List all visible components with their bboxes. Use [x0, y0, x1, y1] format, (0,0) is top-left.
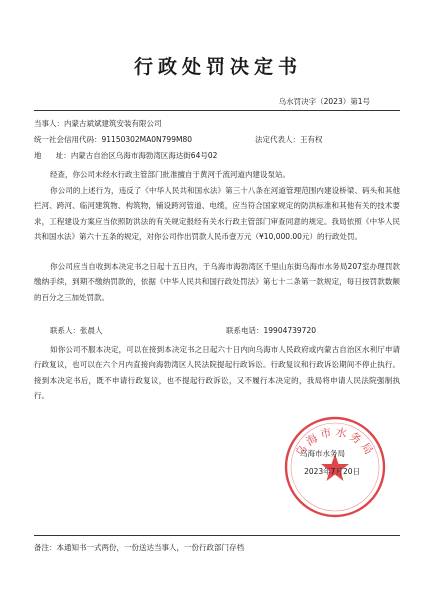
party-name-row	[34, 118, 162, 129]
legal-rep-row	[255, 134, 323, 145]
svg-text:乌海市水务局: 乌海市水务局	[293, 425, 377, 460]
signature-date: 2023年7月20日	[304, 467, 360, 476]
contact-phone-row	[226, 325, 316, 336]
violation-paragraph	[34, 183, 400, 244]
header-divider	[34, 110, 400, 111]
contact-phone: 19904739720	[263, 326, 316, 335]
address-row	[34, 150, 217, 161]
party-name: 内蒙古斌斌建筑安装有限公司	[64, 119, 162, 128]
legal-rep: 王有权	[300, 135, 323, 144]
legal-rep-label: 法定代表人：	[255, 135, 300, 144]
document-number: 乌水罚决字（2023）第1号	[278, 97, 370, 106]
address-label: 地 址：	[34, 151, 71, 160]
footer-divider	[34, 535, 400, 536]
appeal-paragraph	[34, 342, 400, 403]
contact-person-label: 联系人：	[50, 326, 80, 335]
finding-text: 经查，你公司未经水行政主管部门批准擅自于黄河千流河道内建设泵站。	[50, 170, 290, 179]
violation-text: 你公司的上述行为，违反了《中华人民共和国水法》第三十八条在河道管理范围内建设桥梁、码头和其他拦河、跨河、临河建筑物、构筑物，铺设跨河管道、电缆，应当符合国家规定的防洪标准和其他有关的技术要求，工程建设方案应当依照防洪法的有关规定报经有关水行政主管部门审查同意的规定。我局依照《中华人民共和国水法》第六十五条的规定，对你公司作出罚款人民币壹万元（¥10,000.00元）的行政处罚。	[34, 186, 400, 241]
credit-code-row	[34, 134, 192, 145]
payment-text: 你公司应当自收到本决定书之日起十五日内，于乌海市海勃湾区千里山东街乌海市水务局207室办理罚款缴纳手续，到期不缴纳罚款的，依据《中华人民共和国行政处罚法》第七十二条第一款规定，每日按罚款数额的百分之三加处罚款。	[34, 262, 400, 302]
payment-paragraph	[34, 259, 400, 305]
document-title: 行政处罚决定书	[133, 56, 302, 78]
contact-person-row	[50, 325, 103, 336]
credit-code-label: 统一社会信用代码：	[34, 135, 102, 144]
appeal-text: 如你公司不服本决定，可以在接到本决定书之日起六十日内向乌海市人民政府或内蒙古自治区水利厅申请行政复议，也可以在六个月内直接向海勃湾区人民法院提起行政诉讼。行政复议和行政诉讼期间不停止执行。接到本决定书后，既不申请行政复议，也不提起行政诉讼，又不履行本决定的，我局将申请人民法院强制执行。	[34, 345, 400, 400]
footer-note: 备注：本通知书一式两份，一份送达当事人，一份行政部门存档	[34, 543, 244, 552]
address: 内蒙古自治区乌海市海勃湾区海达街64号02	[70, 151, 218, 160]
party-name-label: 当事人：	[34, 119, 64, 128]
credit-code: 91150302MA0N799M80	[101, 135, 192, 144]
finding-paragraph	[34, 167, 400, 182]
contact-phone-label: 联系电话：	[226, 326, 264, 335]
contact-person: 张晨人	[80, 326, 103, 335]
signature-org: 乌海市水务局	[300, 449, 345, 458]
